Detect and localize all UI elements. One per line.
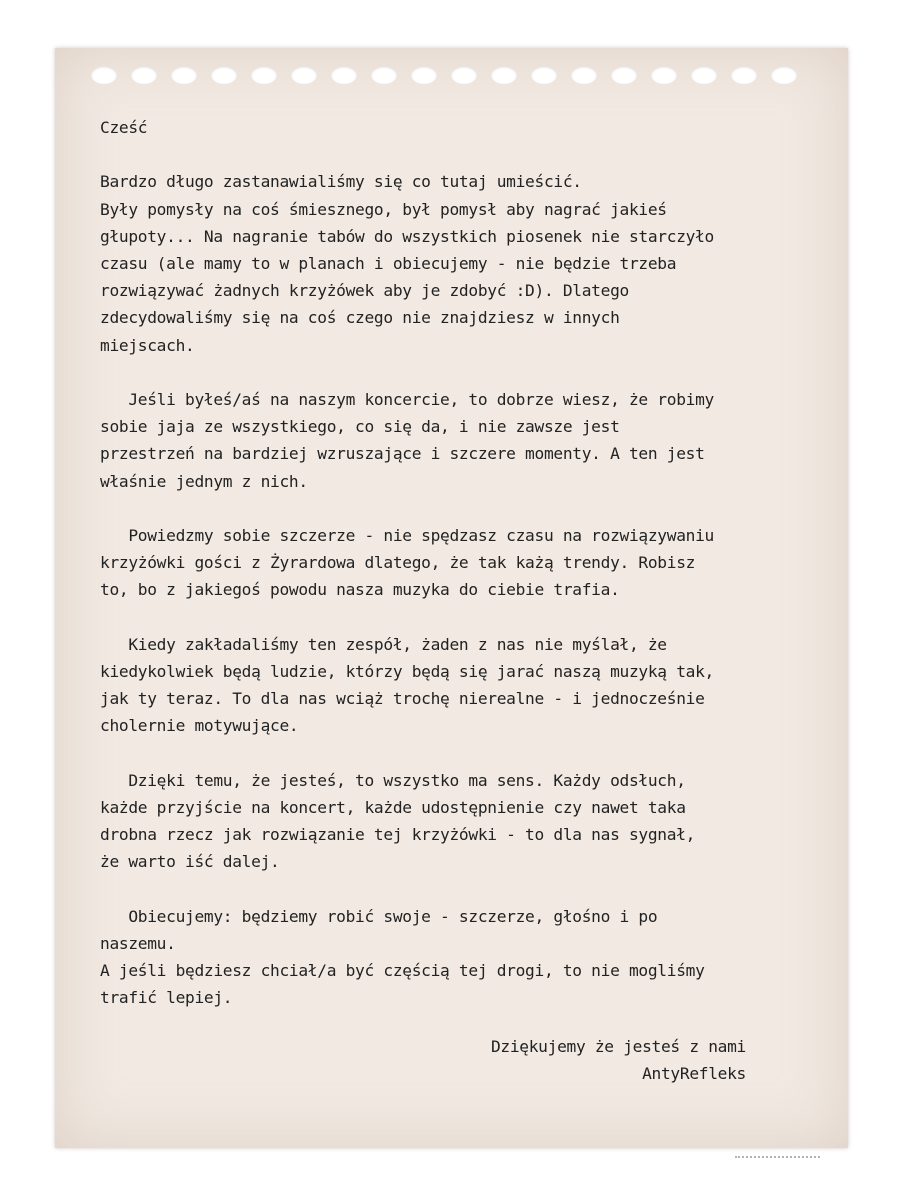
paragraph-4-line: kiedykolwiek będą ludzie, którzy będą się jarać naszą muzyką tak, [100, 662, 714, 681]
letter-body [100, 114, 810, 1012]
greeting: Cześć [100, 118, 148, 137]
paragraph-5-line: każde przyjście na koncert, każde udostępnienie czy nawet taka [100, 798, 686, 817]
paragraph-2-line: sobie jaja ze wszystkiego, co się da, i nie zawsze jest [100, 417, 620, 437]
paragraph-1-line: Bardzo długo zastanawialiśmy się co tutaj umieścić. [100, 172, 582, 192]
signature-band-name: AntyRefleks [642, 1064, 746, 1084]
paragraph-5-line: drobna rzecz jak rozwiązanie tej krzyżówki - to dla nas sygnał, [100, 825, 696, 845]
paragraph-2-line: Jeśli byłeś/aś na naszym koncercie, to dobrze wiesz, że robimy [100, 390, 714, 409]
paragraph-1-line: zdecydowaliśmy się na coś czego nie znajdziesz w innych [100, 308, 620, 328]
paragraph-1-line: Były pomysły na coś śmiesznego, był pomysł aby nagrać jakieś [100, 199, 667, 219]
paragraph-1-line: czasu (ale mamy to w planach i obiecujemy - nie będzie trzeba [100, 254, 677, 273]
perforation-hole [171, 66, 197, 84]
paragraph-4-line: Kiedy zakładaliśmy ten zespół, żaden z nas nie myślał, że [100, 634, 667, 654]
perforation-hole [691, 66, 717, 84]
paragraph-gap [100, 141, 810, 168]
perforation-hole [491, 66, 517, 84]
paragraph-gap [100, 740, 810, 767]
perforation-hole [331, 66, 357, 84]
paragraph-5-line: Dzięki temu, że jesteś, to wszystko ma sens. Każdy odsłuch, [100, 770, 686, 790]
perforation-hole [531, 66, 557, 84]
perforation-hole [371, 66, 397, 84]
paragraph-gap [100, 495, 810, 522]
paragraph-3-line: krzyżówki gości z Żyrardowa dlatego, że tak każą trendy. Robisz [100, 553, 696, 573]
perforation-hole [771, 66, 797, 84]
signature-block [459, 1033, 746, 1087]
perforation-hole [211, 66, 237, 84]
paragraph-6-line: naszemu. [100, 934, 176, 953]
perforation-hole [251, 66, 277, 84]
signature-thanks: Dziękujemy że jesteś z nami [490, 1037, 746, 1056]
paragraph-6-line: trafić lepiej. [100, 988, 233, 1008]
paragraph-2-line: przestrzeń na bardziej wzruszające i szczere momenty. A ten jest [100, 444, 705, 464]
paragraph-6-line: Obiecujemy: będziemy robić swoje - szczerze, głośno i po [100, 906, 658, 926]
perforation-hole [451, 66, 477, 84]
perforation-hole [651, 66, 677, 84]
paper-edge-marks [735, 1150, 820, 1158]
perforation-hole [411, 66, 437, 84]
perforation-hole [731, 66, 757, 84]
paper-sheet [55, 48, 848, 1148]
perforation-hole [131, 66, 157, 84]
perforation-hole [91, 66, 117, 84]
paragraph-4-line: jak ty teraz. To dla nas wciąż trochę nierealne - i jednocześnie [100, 689, 705, 709]
paragraph-3-line: Powiedzmy sobie szczerze - nie spędzasz czasu na rozwiązywaniu [100, 526, 714, 545]
paragraph-1-line: głupoty... Na nagranie tabów do wszystkich piosenek nie starczyło [100, 226, 714, 246]
paragraph-6-line: A jeśli będziesz chciał/a być częścią tej drogi, to nie mogliśmy [100, 961, 705, 981]
perforation-holes [91, 66, 831, 84]
perforation-hole [291, 66, 317, 84]
paragraph-gap [100, 876, 810, 903]
paragraph-1-line: rozwiązywać żadnych krzyżówek aby je zdobyć :D). Dlatego [100, 281, 629, 301]
paragraph-2-line: właśnie jednym z nich. [100, 471, 308, 491]
paragraph-5-line: że warto iść dalej. [100, 852, 280, 872]
paragraph-4-line: cholernie motywujące. [100, 716, 299, 736]
perforation-hole [571, 66, 597, 84]
perforation-hole [611, 66, 637, 84]
paragraph-gap [100, 604, 810, 631]
paragraph-gap [100, 359, 810, 386]
paragraph-1-line: miejscach. [100, 335, 195, 355]
paragraph-3-line: to, bo z jakiegoś powodu nasza muzyka do ciebie trafia. [100, 580, 620, 600]
